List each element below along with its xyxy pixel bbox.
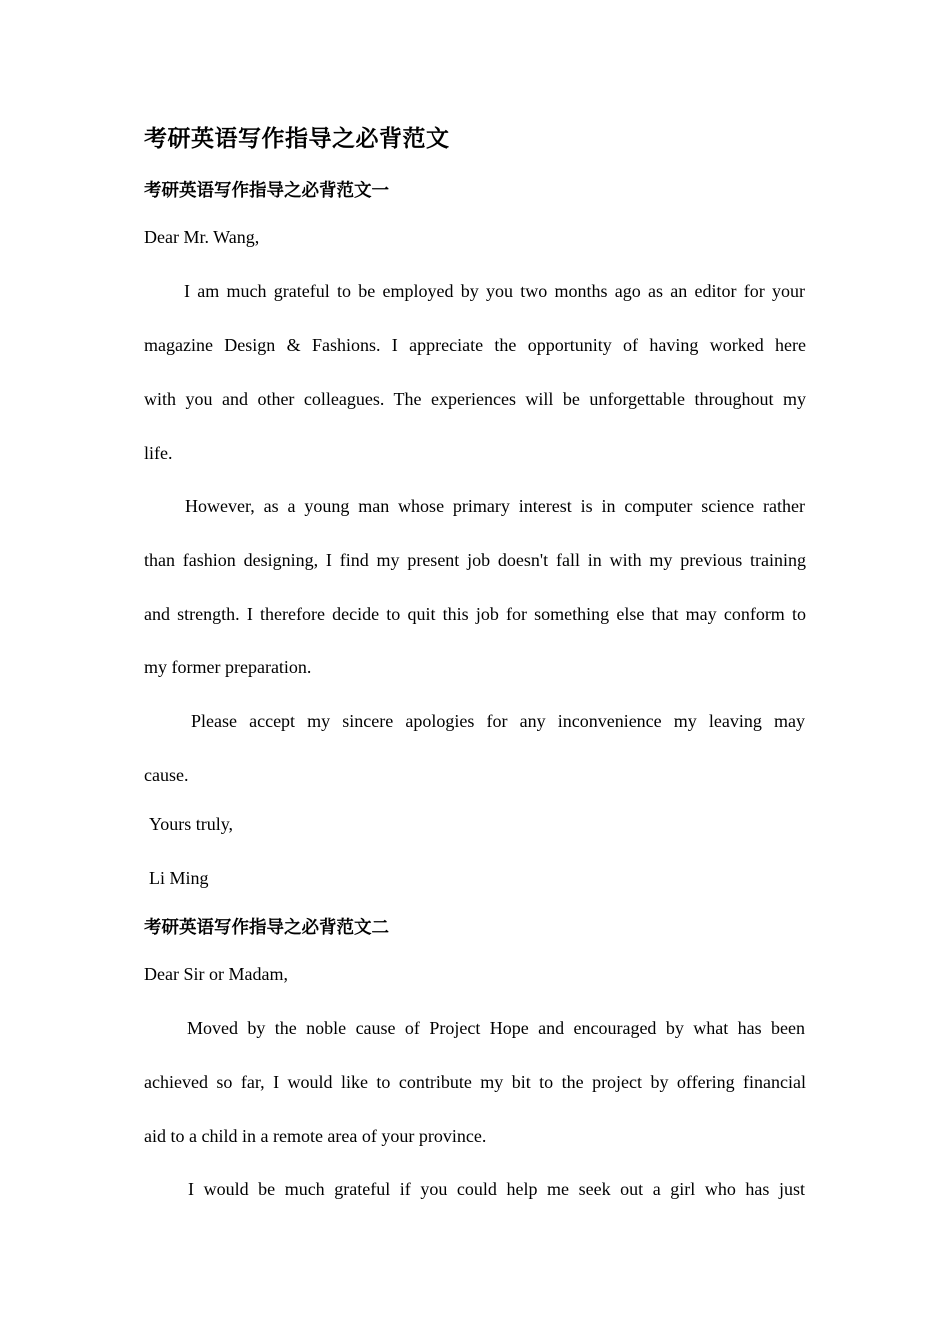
- letter1-p1-line: with you and other colleagues. The experiences will be unforgettable throughout my: [144, 389, 806, 409]
- letter1-p2-line: and strength. I therefore decide to quit this job for something else that may conform to: [144, 604, 806, 624]
- letter1-p2-line: However, as a young man whose primary interest is in computer science rather: [185, 496, 805, 516]
- letter1-p2-line: than fashion designing, I find my present job doesn't fall in with my previous training: [144, 550, 806, 570]
- letter1-p1-line: magazine Design & Fashions. I appreciate the opportunity of having worked here: [144, 335, 806, 355]
- letter1-p3-line: Please accept my sincere apologies for any inconvenience my leaving may: [191, 711, 805, 731]
- document-title: 考研英语写作指导之必背范文: [144, 125, 450, 152]
- letter1-p3-line: cause.: [144, 765, 189, 785]
- letter2-p2-line: I would be much grateful if you could help me seek out a girl who has just: [188, 1179, 805, 1199]
- letter2-p1-line: achieved so far, I would like to contribute my bit to the project by offering financial: [144, 1072, 806, 1092]
- letter2-p1-line: aid to a child in a remote area of your province.: [144, 1126, 487, 1146]
- letter2-salutation: Dear Sir or Madam,: [144, 964, 288, 984]
- letter1-closing: Yours truly,: [149, 814, 234, 834]
- letter1-heading: 考研英语写作指导之必背范文一: [144, 181, 389, 201]
- letter1-signature: Li Ming: [149, 868, 209, 888]
- letter2-heading: 考研英语写作指导之必背范文二: [144, 918, 389, 938]
- letter1-p1-line: life.: [144, 443, 173, 463]
- letter1-p2-line: my former preparation.: [144, 657, 312, 677]
- letter1-salutation: Dear Mr. Wang,: [144, 227, 260, 247]
- letter2-p1-line: Moved by the noble cause of Project Hope and encouraged by what has been: [187, 1018, 805, 1038]
- letter1-p1-line: I am much grateful to be employed by you two months ago as an editor for your: [184, 281, 805, 301]
